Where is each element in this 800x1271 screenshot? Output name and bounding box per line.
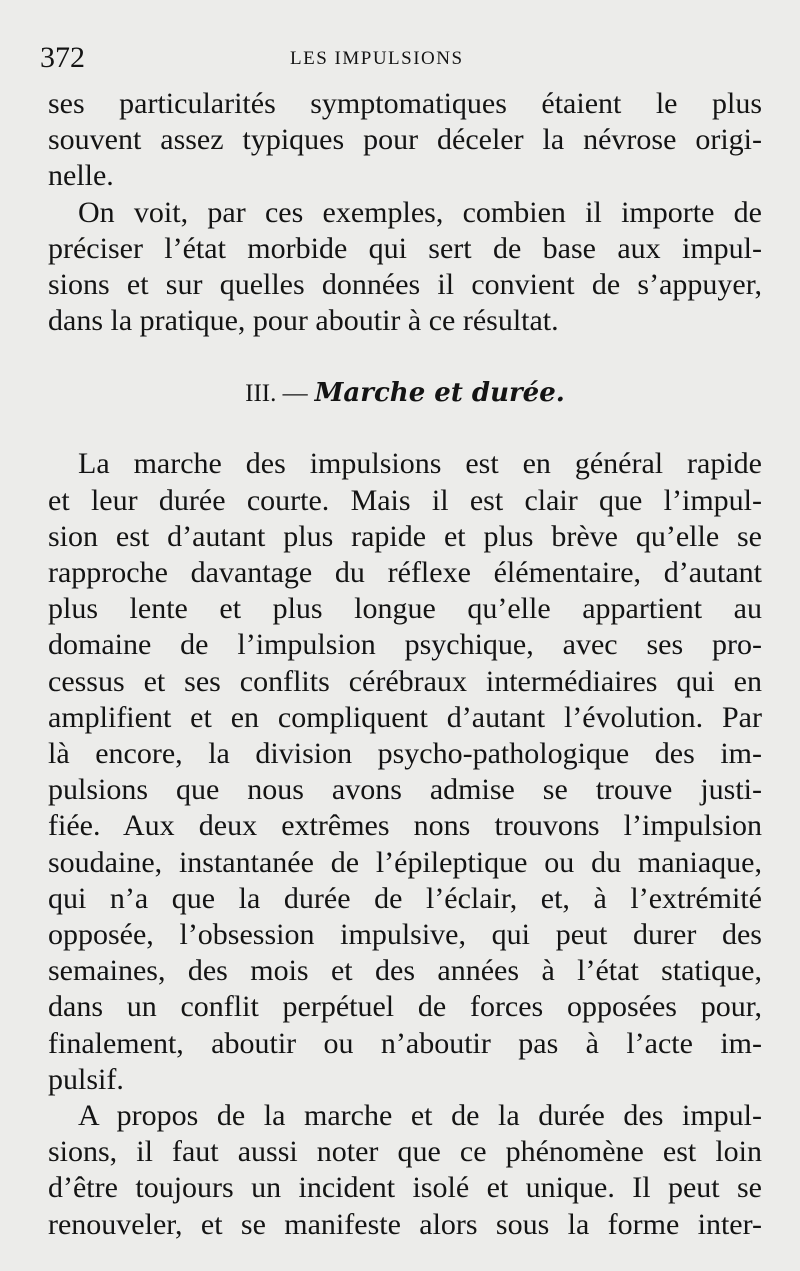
paragraph-continuation (48, 86, 762, 195)
text-line: et leur durée courte. Mais il est clair que l’impul- (48, 483, 762, 517)
text-line: finalement, aboutir ou n’aboutir pas à l’acte im- (48, 1026, 762, 1060)
text-line: là encore, la division psycho-pathologique des im- (48, 737, 762, 771)
section-title: Marche et durée. (314, 378, 565, 409)
text-line: fiée. Aux deux extrêmes nons trouvons l’impulsion (48, 809, 762, 843)
text-line: renouveler, et se manifeste alors sous la forme inter- (48, 1207, 762, 1241)
text-line: soudaine, instantanée de l’épileptique ou du maniaque, (48, 845, 762, 879)
text-line: rapproche davantage du réflexe élémentaire, d’autant (48, 556, 762, 590)
text-line: La marche des impulsions est en général rapide (78, 447, 762, 481)
text-line: pulsions que nous avons admise se trouve justi- (48, 773, 762, 807)
text-line: sions et sur quelles données il convient de s’appuyer, (48, 268, 762, 302)
text-line: nelle. (48, 159, 114, 193)
section-number: III. — (245, 380, 308, 408)
text-line: A propos de la marche et de la durée des impul- (78, 1099, 762, 1133)
text-line: sion est d’autant plus rapide et plus brève qu’elle se (48, 519, 762, 553)
section-heading (48, 375, 762, 412)
text-line: plus lente et plus longue qu’elle appartient au (48, 592, 762, 626)
text-line: dans un conflit perpétuel de forces opposées pour, (48, 990, 762, 1024)
text-line: domaine de l’impulsion psychique, avec ses pro- (48, 628, 762, 662)
text-line: qui n’a que la durée de l’éclair, et, à l’extrémité (48, 881, 762, 915)
running-title: LES IMPULSIONS (290, 48, 464, 69)
page-body (48, 86, 762, 1243)
text-line: sions, il faut aussi noter que ce phénomène est loin (48, 1135, 762, 1169)
text-line: souvent assez typiques pour déceler la névrose origi- (48, 123, 762, 157)
text-line: d’être toujours un incident isolé et unique. Il peut se (48, 1171, 762, 1205)
paragraph (48, 1098, 762, 1243)
text-line: ses particularités symptomatiques étaient le plus (48, 87, 762, 120)
running-head (40, 38, 760, 78)
paragraph (48, 195, 762, 340)
text-line: cessus et ses conflits cérébraux intermédiaires qui en (48, 664, 762, 698)
paragraph (48, 446, 762, 1098)
text-line: opposée, l’obsession impulsive, qui peut durer des (48, 918, 762, 952)
text-line: On voit, par ces exemples, combien il importe de (78, 195, 762, 229)
text-line: préciser l’état morbide qui sert de base aux impul- (48, 231, 762, 265)
text-line: dans la pratique, pour aboutir à ce résultat. (48, 304, 559, 338)
text-line: amplifient et en compliquent d’autant l’évolution. Par (48, 700, 762, 734)
page-number: 372 (40, 41, 85, 74)
text-line: pulsif. (48, 1062, 124, 1096)
text-line: semaines, des mois et des années à l’état statique, (48, 954, 762, 988)
